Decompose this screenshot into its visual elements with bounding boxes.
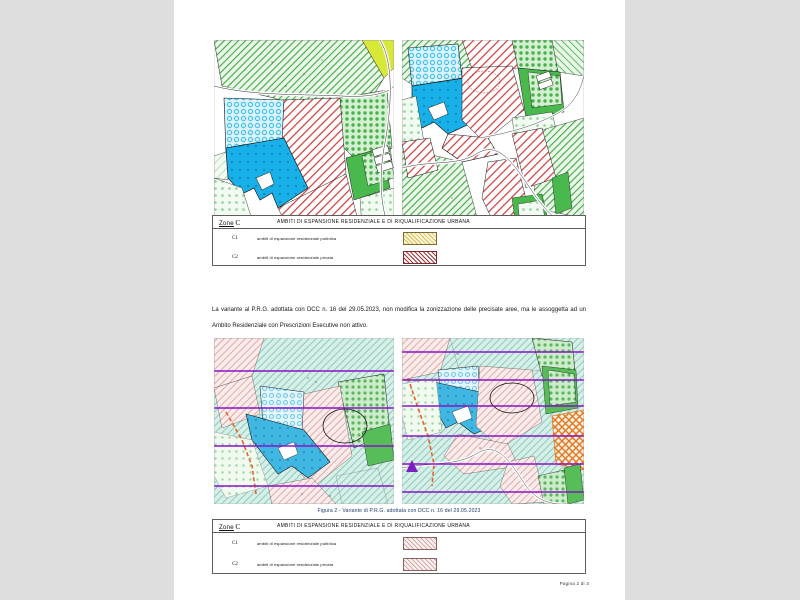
legend-2-zone-label: Zone C [219, 521, 241, 531]
legend-1-desc-c2: ambiti di espansione residenziale privata [257, 255, 334, 260]
legend-1-zone-label: Zone C [219, 217, 241, 227]
legend-1-row-c1 [213, 229, 585, 248]
figure-2-caption: Figura 2 - Variante di P.R.G. adottata con DCC n. 16 del 29.05.2023 [317, 508, 481, 514]
figure-1-zoning-map [212, 38, 586, 232]
legend-2-desc-c2: ambiti di espansione residenziale privata [257, 562, 334, 567]
figure-1-container [212, 38, 586, 232]
figure-2-variant-zoning-map [212, 336, 586, 506]
legend-2-swatch-c1 [403, 537, 437, 550]
legend-2-row-c2 [213, 554, 585, 575]
legend-2-desc-c1: ambiti di espansione residenziale pubblica [257, 541, 337, 546]
legend-2-code-c2: C2 [232, 562, 238, 567]
legend-2-code-c1: C1 [232, 541, 238, 546]
legend-2-swatch-c2 [403, 558, 437, 571]
figure-2-legend [212, 519, 586, 574]
legend-2-header [213, 520, 585, 533]
legend-1-code-c1: C1 [232, 236, 238, 241]
legend-2-title: AMBITI DI ESPANSIONE RESIDENZIALE E DI RIQUALIFICAZIONE URBANA [277, 523, 470, 529]
body-paragraph: La variante al P.R.G. adottata con DCC n. 16 del 29.05.2023, non modifica la zonizzazione delle precisate aree, ma le assoggetta ad un Ambito Residenziale con Prescrizioni Esecutive non attivo. [212, 307, 586, 329]
legend-1-row-c2 [213, 248, 585, 267]
document-page [174, 0, 625, 600]
legend-2-row-c1 [213, 533, 585, 554]
page-footer: Pagina 2 di 3 [559, 581, 589, 586]
legend-1-desc-c1: ambiti di espansione residenziale pubblica [257, 236, 337, 241]
legend-1-title: AMBITI DI ESPANSIONE RESIDENZIALE E DI RIQUALIFICAZIONE URBANA [277, 219, 470, 225]
figure-1-legend [212, 215, 586, 266]
legend-1-code-c2: C2 [232, 255, 238, 260]
legend-1-header [213, 216, 585, 229]
legend-1-swatch-c1 [403, 232, 437, 245]
legend-1-swatch-c2 [403, 251, 437, 264]
figure-2-container [212, 336, 586, 514]
